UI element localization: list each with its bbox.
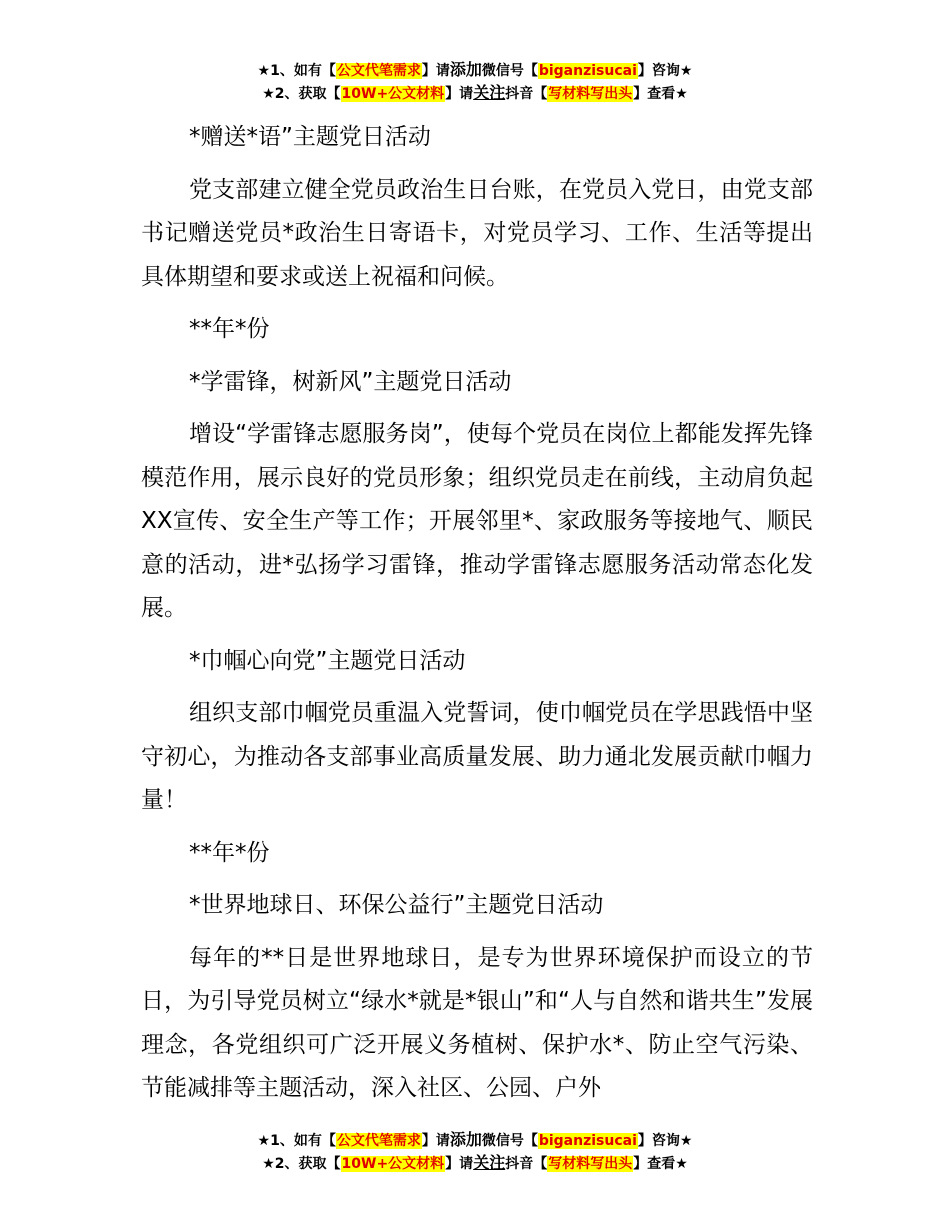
- banner-emphasis: 关注: [473, 83, 506, 102]
- banner-emphasis: 添加: [449, 1130, 482, 1149]
- banner-highlight: 公文代笔需求: [336, 1133, 421, 1149]
- body-paragraph: 增设“学雷锋志愿服务岗”，使每个党员在岗位上都能发挥先锋模范作用，展示良好的党员形象；组织党员走在前线，主动肩负起XX宣传、安全生产等工作；开展邻里*、家政服务等接地气、顺民意的活动，进*弘扬学习雷锋，推动学雷锋志愿服务活动常态化发展。: [141, 421, 813, 621]
- banner-highlight: 10W+公文材料: [341, 86, 445, 102]
- banner-text: ★2、获取【: [262, 1156, 341, 1172]
- body-paragraph: 党支部建立健全党员政治生日台账，在党员入党日，由党支部书记赠送党员*政治生日寄语卡，对党员学习、工作、生活等提出具体期望和要求或送上祝福和问候。: [141, 176, 813, 290]
- banner-text: 】查看★: [633, 86, 688, 102]
- activity-heading: *巾帼心向党”主题党日活动: [189, 647, 466, 674]
- activity-heading: *学雷锋，树新风”主题党日活动: [189, 368, 512, 395]
- document-body: [141, 116, 813, 1120]
- banner-text: 】请: [421, 63, 450, 79]
- header-banner: [0, 59, 950, 105]
- banner-text: ★1、如有【: [257, 63, 336, 79]
- banner-line-1: [0, 59, 950, 82]
- banner-line-1: [0, 1129, 950, 1152]
- activity-heading: *赠送*语”主题党日活动: [189, 124, 431, 150]
- banner-text: 】请: [445, 86, 474, 102]
- banner-text: ★1、如有【: [257, 1133, 336, 1149]
- banner-highlight: biganzisucai: [538, 63, 637, 79]
- banner-highlight: 写材料写出头: [548, 1156, 633, 1172]
- banner-highlight: 10W+公文材料: [341, 1156, 445, 1172]
- month-heading: **年*份: [189, 316, 270, 342]
- banner-text: 抖音【: [505, 86, 548, 102]
- banner-highlight: 公文代笔需求: [336, 63, 421, 79]
- activity-heading: *世界地球日、环保公益行”主题党日活动: [189, 892, 604, 918]
- banner-text: 】查看★: [633, 1156, 688, 1172]
- body-paragraph: 组织支部巾帼党员重温入党誓词，使巾帼党员在学思践悟中坚守初心，为推动各支部事业高质量发展、助力通北发展贡献巾帼力量！: [141, 700, 813, 813]
- banner-text: 】请: [445, 1156, 474, 1172]
- banner-text: 】请: [421, 1133, 450, 1149]
- banner-highlight: biganzisucai: [538, 1133, 637, 1149]
- banner-text: ★2、获取【: [262, 86, 341, 102]
- banner-line-2: [0, 82, 950, 105]
- banner-line-2: [0, 1152, 950, 1175]
- banner-text: 微信号【: [481, 1133, 538, 1149]
- body-paragraph: 每年的**日是世界地球日，是专为世界环境保护而设立的节日，为引导党员树立“绿水*就是*银山”和“人与自然和谐共生”发展理念，各党组织可广泛开展义务植树、保护水*、防止空气污染、节能减排等主题活动，深入社区、公园、户外: [141, 944, 813, 1101]
- banner-text: 】咨询★: [637, 1133, 693, 1149]
- banner-text: 抖音【: [505, 1156, 548, 1172]
- footer-banner: [0, 1129, 950, 1175]
- banner-emphasis: 添加: [449, 60, 482, 79]
- banner-highlight: 写材料写出头: [548, 86, 633, 102]
- banner-text: 微信号【: [481, 63, 538, 79]
- banner-emphasis: 关注: [473, 1153, 506, 1172]
- banner-text: 】咨询★: [637, 63, 693, 79]
- month-heading: **年*份: [189, 839, 270, 866]
